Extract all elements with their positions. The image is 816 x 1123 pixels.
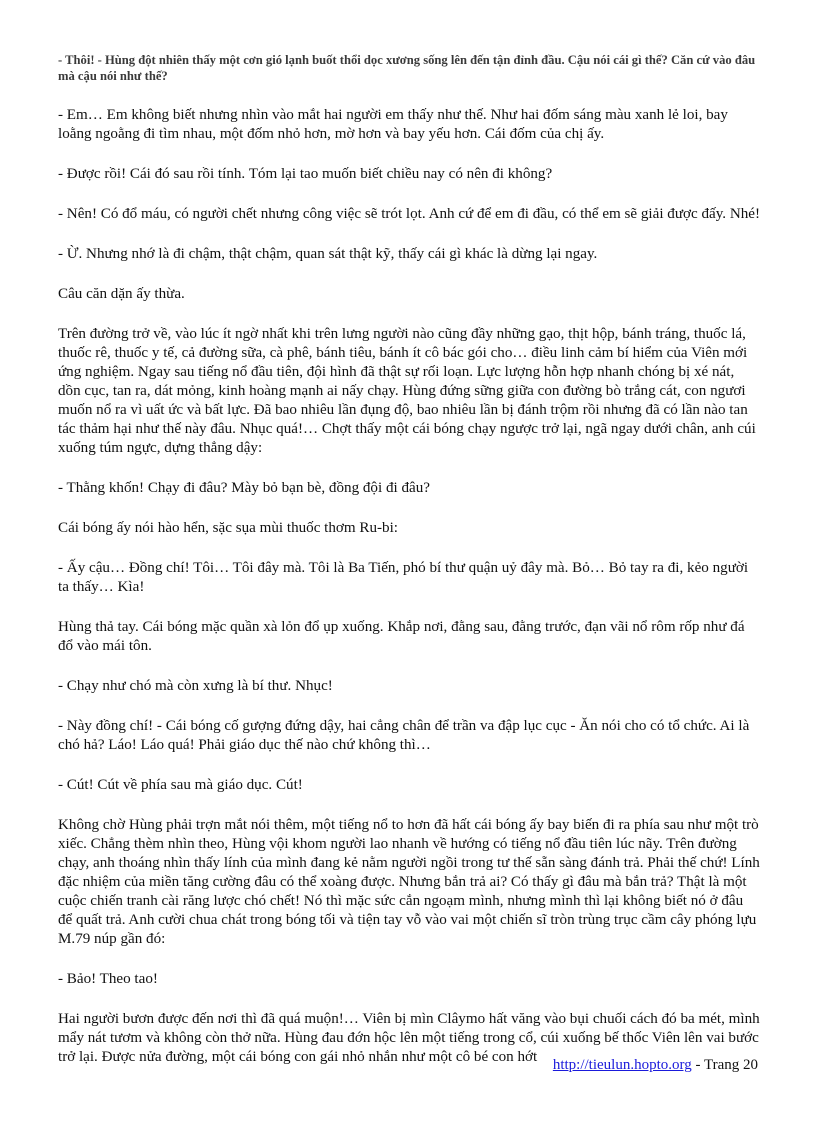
paragraph: Hai người bươn được đến nơi thì đã quá muộn!… Viên bị mìn Clâymo hất văng vào bụi chuối cách đó ba mét, mình mẩy nát tươm và không còn thở nữa. Hùng đau đớn hộc lên một tiếng trong cổ, cúi xuống bế thốc Viên lên vai bước trở lại. Được nửa đường, một cái bóng con gái nhỏ nhắn như một cô bé con hớt [58,1011,760,1065]
opening-paragraph: - Thôi! - Hùng đột nhiên thấy một cơn gió lạnh buốt thổi dọc xương sống lên đến tận đỉnh đầu. Cậu nói cái gì thế? Căn cứ vào đâu mà cậu nói như thế? [58,53,756,83]
paragraph: Câu căn dặn ấy thừa. [58,286,185,302]
document-body [58,52,760,1088]
paragraph: Trên đường trở về, vào lúc ít ngờ nhất khi trên lưng người nào cũng đầy những gạo, thịt hộp, bánh tráng, thuốc lá, thuốc rê, thuốc y tế, cả đường sữa, cà phê, bánh tiêu, bánh ít cô bác gói cho… điều linh cảm bí hiểm của Viên mới ứng nghiệm. Ngay sau tiếng nổ đầu tiên, đội hình đã thật sự rối loạn. Lực lượng hỗn hợp nhanh chóng bị xé nát, dồn cục, tan ra, dát mỏng, kinh hoàng mạnh ai nấy chạy. Hùng đứng sững giữa con đường bò trắng cát, con ngươi muốn nổ ra vì uất ức và bất lực. Đã bao nhiêu lần đụng độ, bao nhiêu lần bị đánh trộm rồi nhưng đã có lần nào tan tác thảm hại như thế này đâu. Nhục quá!… Chợt thấy một cái bóng chạy ngược trở lại, ngã ngay dưới chân, anh cúi xuống túm ngực, dựng thẳng dậy: [58,326,756,456]
paragraph: - Em… Em không biết nhưng nhìn vào mắt hai người em thấy như thế. Như hai đốm sáng màu xanh lẻ loi, bay loằng ngoằng đi tìm nhau, một đốm nhỏ hơn, mờ hơn và bay yếu hơn. Cái đốm của chị ấy. [58,107,728,142]
source-link[interactable]: http://tieulun.hopto.org [552,1057,692,1073]
paragraph: - Thằng khốn! Chạy đi đâu? Mày bỏ bạn bè, đồng đội đi đâu? [58,480,430,496]
page-footer [553,1057,758,1074]
paragraph: Hùng thả tay. Cái bóng mặc quần xà lỏn đổ ụp xuống. Khắp nơi, đằng sau, đằng trước, đạn vãi nổ rôm rốp như đá đổ vào mái tôn. [58,619,745,654]
paragraph: - Chạy như chó mà còn xưng là bí thư. Nhục! [58,678,333,694]
paragraph: - Nên! Có đổ máu, có người chết nhưng công việc sẽ trót lọt. Anh cứ để em đi đầu, có thể em sẽ giải được đấy. Nhé! [58,206,761,222]
paragraph: - Cút! Cút về phía sau mà giáo dục. Cút! [58,777,303,793]
paragraph: - Này đồng chí! - Cái bóng cố gượng đứng dậy, hai cẳng chân để trần va đập lục cục - Ăn nói cho có tổ chức. Ai là chó hả? Láo! Láo quá! Phải giáo dục thế nào chứ không thì… [58,718,750,753]
paragraph: Không chờ Hùng phải trợn mắt nói thêm, một tiếng nổ to hơn đã hất cái bóng ấy bay biến đi ra phía sau như một trò xiếc. Chẳng thèm nhìn theo, Hùng vội khom người lao nhanh về hướng có tiếng nổ đầu tiên lúc nãy. Trên đường chạy, anh thoáng nhìn thấy lính của mình đang kẻ nằm người ngồi trong tư thế sẵn sàng đánh trả. Phải thế chứ! Lính đặc nhiệm của miền tăng cường đâu có thể xoàng được. Nhưng bắn trả ai? Có thấy gì đâu mà bắn trả? Thật là một cuộc chiến tranh cài răng lược chó chết! Nó thì mặc sức cắn ngoạm mình, nhưng mình thì lại không biết nó ở đâu để quất trả. Anh cười chua chát trong bóng tối và tiện tay vỗ vào vai một chiến sĩ tròn trùng trục cầm cây phóng lựu M.79 núp gần đó: [58,817,760,947]
paragraph: - Ấy cậu… Đồng chí! Tôi… Tôi đây mà. Tôi là Ba Tiến, phó bí thư quận uỷ đây mà. Bỏ… Bỏ tay ra đi, kẻo người ta thấy… Kìa! [58,560,749,595]
paragraph: - Được rồi! Cái đó sau rồi tính. Tóm lại tao muốn biết chiều nay có nên đi không? [58,166,553,182]
paragraph: Cái bóng ấy nói hào hển, sặc sụa mùi thuốc thơm Ru-bi: [58,520,398,536]
paragraph: - Ừ. Nhưng nhớ là đi chậm, thật chậm, quan sát thật kỹ, thấy cái gì khác là dừng lại ngay. [58,246,598,262]
page-number: - Trang 20 [691,1057,758,1073]
paragraph: - Bảo! Theo tao! [58,971,158,987]
